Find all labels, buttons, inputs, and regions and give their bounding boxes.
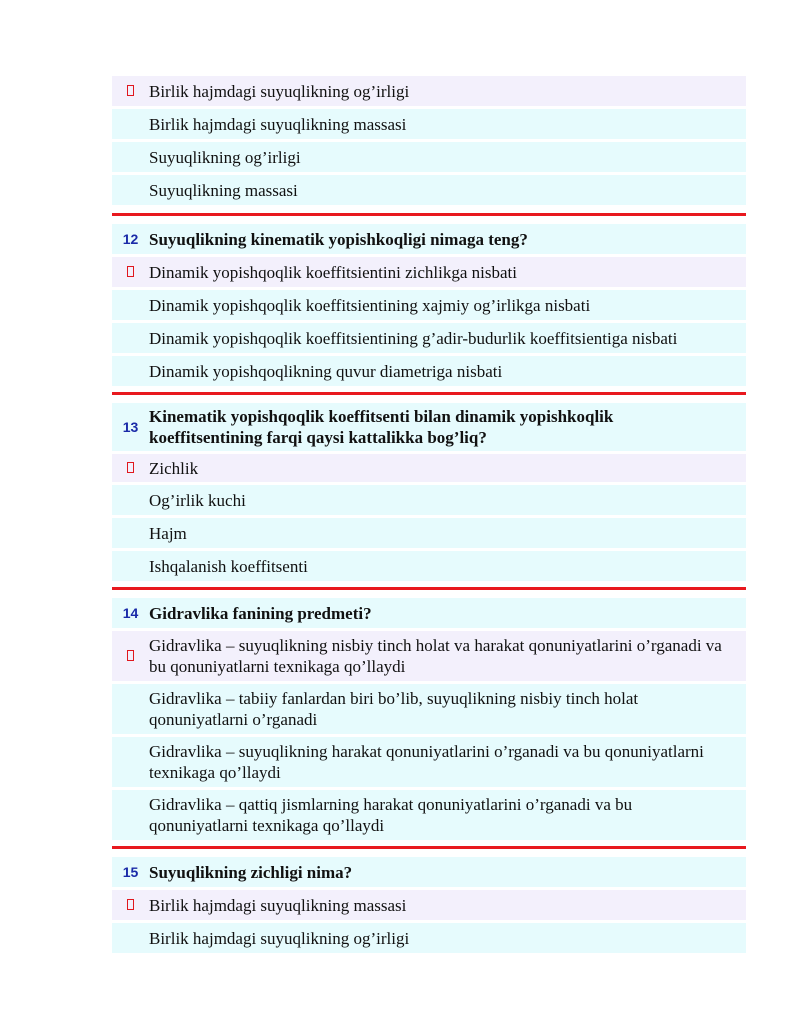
answer-text: Dinamik yopishqoqlikning quvur diametriga nisbati [149,361,503,381]
answer-row[interactable] [112,923,746,953]
answer-row[interactable] [112,551,746,581]
question-text: Suyuqlikning kinematik yopishkoqligi nimaga teng? [149,229,528,249]
question-block-11 [112,76,746,213]
answer-text: Birlik hajmdagi suyuqlikning massasi [149,895,407,915]
answer-row[interactable] [112,737,746,787]
quiz-page [112,76,746,953]
question-row [112,403,746,451]
question-number: 12 [122,231,139,247]
answer-text: Dinamik yopishqoqlik koeffitsientining g’adir-budurlik koeffitsientiga nisbati [149,328,678,348]
answer-row-correct[interactable] [112,631,746,681]
answer-row[interactable] [112,684,746,734]
question-text: Gidravlika fanining predmeti? [149,603,372,623]
question-row [112,224,746,254]
answer-text: Gidravlika – suyuqlikning nisbiy tinch holat va harakat qonuniyatlarini o’rganadi va bu qonuniyatlarni texnikaga qo’llaydi [149,636,722,676]
answer-text: Dinamik yopishqoqlik koeffitsientining xajmiy og’irlikga nisbati [149,295,591,315]
question-text: Suyuqlikning zichligi nima? [149,862,353,882]
question-block-12 [112,224,746,392]
answer-text: Hajm [149,523,187,543]
question-text: Kinematik yopishqoqlik koeffitsenti bilan dinamik yopishkoqlik koeffitsentining farqi qaysi kattalikka bog’liq? [149,407,614,447]
answer-row[interactable] [112,790,746,840]
answer-text: Gidravlika – tabiiy fanlardan biri bo’lib, suyuqlikning nisbiy tinch holat qonuniyatlarni o’rganadi [149,689,639,729]
answer-text: Gidravlika – qattiq jismlarning harakat qonuniyatlarini o’rganadi va bu qonuniyatlarni texnikaga qo’llaydi [149,795,633,835]
answer-row[interactable] [112,290,746,320]
correct-answer-marker-icon [112,84,149,98]
answer-text: Birlik hajmdagi suyuqlikning og’irligi [149,928,410,948]
answer-text: Dinamik yopishqoqlik koeffitsientini zichlikga nisbati [149,262,517,282]
answer-text: Suyuqlikning og’irligi [149,147,301,167]
answer-row[interactable] [112,518,746,548]
answer-row[interactable] [112,142,746,172]
question-number: 13 [122,419,139,435]
question-block-15 [112,857,746,953]
question-block-13 [112,403,746,587]
answer-row[interactable] [112,323,746,353]
question-number: 14 [122,605,139,621]
answer-text: Gidravlika – suyuqlikning harakat qonuniyatlarini o’rganadi va bu qonuniyatlarni texnikaga qo’llaydi [149,742,704,782]
correct-answer-marker-icon [112,898,149,912]
correct-answer-marker-icon [112,265,149,279]
answer-row-correct[interactable] [112,890,746,920]
answer-row-correct[interactable] [112,76,746,106]
question-block-14 [112,598,746,846]
answer-text: Og’irlik kuchi [149,490,246,510]
answer-text: Birlik hajmdagi suyuqlikning og’irligi [149,81,410,101]
correct-answer-marker-icon [112,461,149,475]
answer-row[interactable] [112,109,746,139]
question-row [112,857,746,887]
question-row [112,598,746,628]
answer-text: Zichlik [149,458,199,478]
answer-row[interactable] [112,356,746,386]
answer-row-correct[interactable] [112,454,746,482]
question-number: 15 [122,864,139,880]
answer-row[interactable] [112,175,746,205]
answer-row[interactable] [112,485,746,515]
answer-row-correct[interactable] [112,257,746,287]
correct-answer-marker-icon [112,649,149,663]
answer-text: Suyuqlikning massasi [149,180,298,200]
answer-text: Ishqalanish koeffitsenti [149,556,308,576]
answer-text: Birlik hajmdagi suyuqlikning massasi [149,114,407,134]
